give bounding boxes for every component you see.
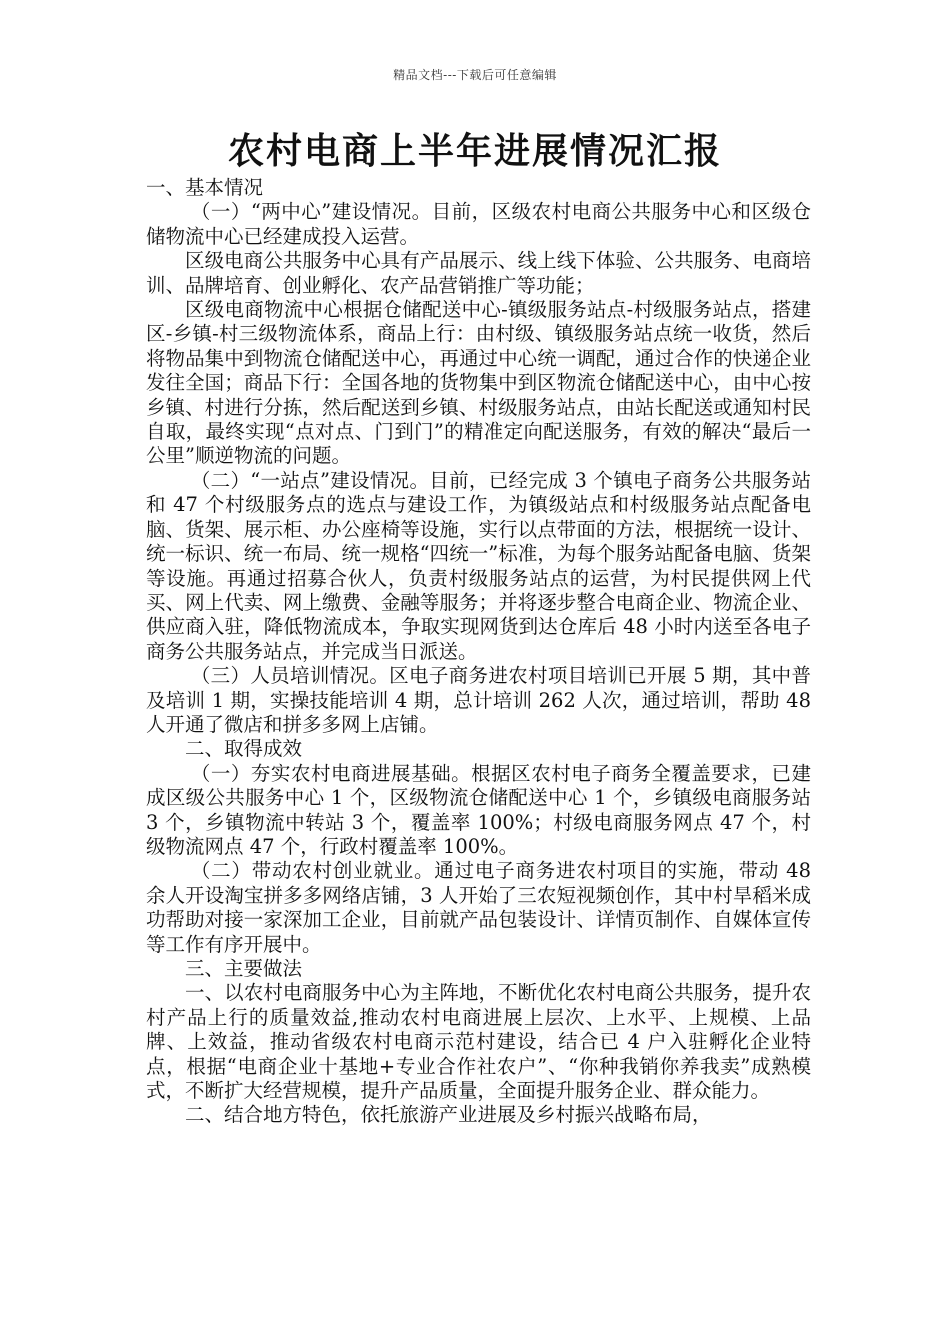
section-heading-methods: 三、主要做法 xyxy=(185,957,303,980)
paragraph-method-one: 一、以农村电商服务中心为主阵地，不断优化农村电商公共服务，提升农村产品上行的质量效益,推动农村电商进展上层次、上水平、上规模、上品牌、上效益，推动省级农村电商示范村建设，结合已 4 户入驻孵化企业特点，根据“电商企业十基地+专业合作社农户”、“你种我销你养我卖”成熟模式，不断扩大经营规模，提升产品质量，全面提升服务企业、群众能力。 xyxy=(146,981,811,1103)
paragraph-one-station: （二）“一站点”建设情况。目前，已经完成 3 个镇电子商务公共服务站和 47 个村级服务点的选点与建设工作，为镇级站点和村级服务站点配备电脑、货架、展示柜、办公座椅等设施，实行以点带面的方法，根据统一设计、统一标识、统一布局、统一规格“四统一”标准，为每个服务站配备电脑、货架等设施。再通过招募合伙人，负责村级服务站点的运营，为村民提供网上代买、网上代卖、网上缴费、金融等服务；并将逐步整合电商企业、物流企业、供应商入驻，降低物流成本，争取实现网货到达仓库后 48 小时内送至各电子商务公共服务站点，并完成当日派送。 xyxy=(146,468,811,663)
paragraph-service-center: 区级电商公共服务中心具有产品展示、线上线下体验、公共服务、电商培训、品牌培育、创业孵化、农产品营销推广等功能； xyxy=(146,249,811,297)
paragraph-foundation: （一）夯实农村电商进展基础。根据区农村电子商务全覆盖要求，已建成区级公共服务中心 1 个，区级物流仓储配送中心 1 个，乡镇级电商服务站 3 个，乡镇物流中转站 3 个，覆盖率 100%；村级电商服务网点 47 个，村级物流网点 47 个，行政村覆盖率 100%。 xyxy=(146,761,811,858)
section-heading-results: 二、取得成效 xyxy=(185,737,303,761)
document-body xyxy=(146,176,811,1128)
section-heading-basic: 一、基本情况 xyxy=(146,176,264,199)
paragraph-logistics-center: 区级电商物流中心根据仓储配送中心-镇级服务站点-村级服务站点，搭建区-乡镇-村三级物流体系，商品上行：由村级、镇级服务站点统一收货，然后将物品集中到物流仓储配送中心，再通过中心统一调配，通过合作的快递企业发往全国；商品下行：全国各地的货物集中到区物流仓储配送中心，由中心按乡镇、村进行分拣，然后配送到乡镇、村级服务站点，由站长配送或通知村民自取，最终实现“点对点、门到门”的精准定向配送服务，有效的解决“最后一公里”顺逆物流的问题。 xyxy=(146,298,811,468)
paragraph-training: （三）人员培训情况。区电子商务进农村项目培训已开展 5 期，其中普及培训 1 期，实操技能培训 4 期，总计培训 262 人次，通过培训，帮助 48 人开通了微店和拼多多网上店铺。 xyxy=(146,664,811,736)
page-header-note: 精品文档---下载后可任意编辑 xyxy=(393,68,557,82)
document-title: 农村电商上半年进展情况汇报 xyxy=(227,131,722,172)
paragraph-two-centers: （一）“两中心”建设情况。目前，区级农村电商公共服务中心和区级仓储物流中心已经建成投入运营。 xyxy=(146,200,811,248)
paragraph-method-two: 二、结合地方特色，依托旅游产业进展及乡村振兴战略布局， xyxy=(185,1103,712,1127)
paragraph-employment: （二）带动农村创业就业。通过电子商务进农村项目的实施，带动 48 余人开设淘宝拼多多网络店铺，3 人开始了三农短视频创作，其中村旱稻米成功帮助对接一家深加工企业，目前就产品包装设计、详情页制作、自媒体宣传等工作有序开展中。 xyxy=(146,859,811,956)
